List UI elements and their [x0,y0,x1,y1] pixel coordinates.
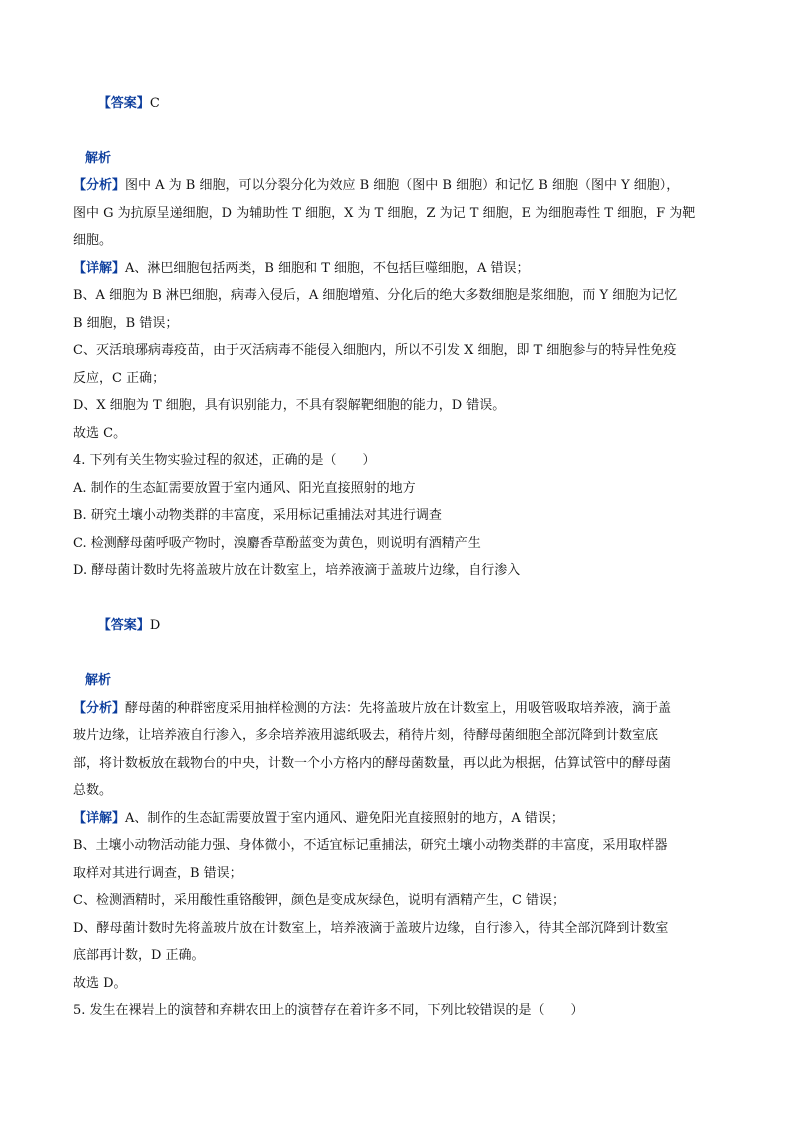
question-4-stem: 4. 下列有关生物实验过程的叙述，正确的是（ ） [73,453,376,468]
xiangjie-line-7: 故选 C。 [73,425,127,441]
question-4-option-d: D. 酵母菌计数时先将盖玻片放在计数室上，培养液滴于盖玻片边缘，自行渗入 [73,563,521,578]
analysis-title: 解析 [85,150,112,166]
fenxi-label: 【分析】 [73,700,126,716]
xiangjie-line-4: C、检测酒精时，采用酸性重铬酸钾，颜色是变成灰绿色，说明有酒精产生，C 错误； [73,893,566,908]
xiangjie-line-6: 底部再计数，D 正确。 [73,948,205,963]
question-5-stem: 5. 发生在裸岩上的演替和弃耕农田上的演替存在着许多不同，下列比较错误的是（ ） [73,1003,584,1018]
xiangjie-line-5: 反应，C 正确； [73,370,166,386]
xiangjie-line-2: B、土壤小动物活动能力强、身体微小，不适宜标记重捕法，研究土壤小动物类群的丰富度，采用取样器 [73,838,668,853]
xiangjie-line-5: D、酵母菌计数时先将盖玻片放在计数室上，培养液滴于盖玻片边缘，自行渗入，待其全部沉降到计数室 [73,920,669,936]
xiangjie-line-3: 取样对其进行调查，B 错误； [73,865,243,881]
question-4-option-a: A. 制作的生态缸需要放置于室内通风、阳光直接照射的地方 [73,480,416,496]
answer-value: D [149,618,161,633]
answer-label: 【答案】 [97,618,150,633]
xiangjie-label: 【详解】 [73,260,126,276]
answer-value: C [149,95,160,111]
xiangjie-line-1: 【详解】A、淋巴细胞包括两类，B 细胞和 T 细胞，不包括巨噬细胞，A 错误； [73,260,530,276]
fenxi-line-3: 部，将计数板放在载物台的中央，计数一个小方格内的酵母菌数量，再以此为根据，估算试管中的酵母菌 [73,755,672,771]
xiangjie-line-1: 【详解】A、制作的生态缸需要放置于室内通风、避免阳光直接照射的地方，A 错误； [73,810,564,826]
question-4-option-b: B. 研究土壤小动物类群的丰富度，采用标记重捕法对其进行调查 [73,508,442,523]
fenxi-line-2: 图中 G 为抗原呈递细胞，D 为辅助性 T 细胞，X 为 T 细胞，Z 为记 T 细胞，E 为细胞毒性 T 细胞，F 为靶 [73,205,696,221]
fenxi-label: 【分析】 [73,178,126,193]
xiangjie-line-6: D、X 细胞为 T 细胞，具有识别能力，不具有裂解靶细胞的能力，D 错误。 [73,398,506,413]
fenxi-line-1: 【分析】图中 A 为 B 细胞，可以分裂分化为效应 B 细胞（图中 B 细胞）和记忆 B 细胞（图中 Y 细胞）， [73,178,680,193]
answer-line [73,62,723,145]
xiangjie-line-7: 故选 D。 [73,975,127,991]
xiangjie-line-3: B 细胞，B 错误； [73,315,179,331]
xiangjie-label: 【详解】 [73,810,126,826]
fenxi-line-4: 总数。 [73,783,113,798]
document-content [73,62,723,1025]
analysis-title: 解析 [85,673,112,688]
fenxi-line-2: 玻片边缘，让培养液自行渗入，多余培养液用滤纸吸去，稍待片刻，待酵母菌细胞全部沉降到计数室底 [73,728,659,743]
xiangjie-line-4: C、灭活琅琊病毒疫苗，由于灭活病毒不能侵入细胞内，所以不引发 X 细胞，即 T 细胞参与的特异性免疫 [73,343,677,358]
answer-line [73,585,723,668]
answer-label: 【答案】 [97,95,150,111]
xiangjie-line-2: B、A 细胞为 B 淋巴细胞，病毒入侵后，A 细胞增殖、分化后的绝大多数细胞是浆细胞，而 Y 细胞为记忆 [73,288,678,303]
question-4-option-c: C. 检测酵母菌呼吸产物时，溴麝香草酚蓝变为黄色，则说明有酒精产生 [73,535,481,551]
fenxi-line-3: 细胞。 [73,233,113,248]
fenxi-line-1: 【分析】酵母菌的种群密度采用抽样检测的方法：先将盖玻片放在计数室上，用吸管吸取培养液，滴于盖 [73,700,672,716]
